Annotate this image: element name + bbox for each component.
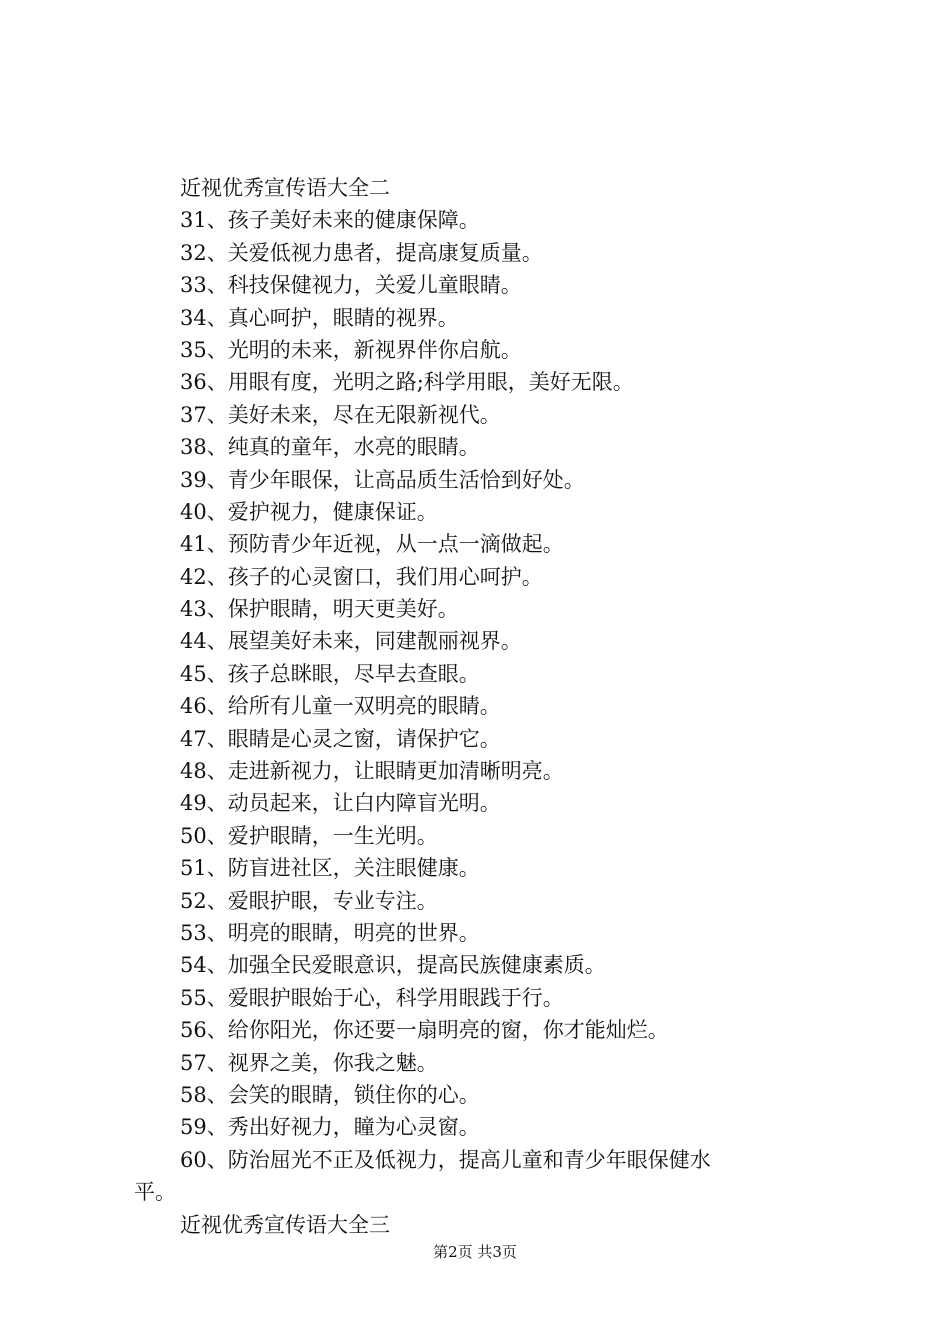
slogan-60-tail: 平。	[134, 1180, 176, 1205]
slogan-item: 56、给你阳光，你还要一扇明亮的窗，你才能灿烂。	[180, 1018, 669, 1043]
slogan-item: 47、眼睛是心灵之窗，请保护它。	[180, 726, 501, 751]
slogan-item: 45、孩子总眯眼，尽早去查眼。	[180, 661, 480, 686]
slogan-item: 33、科技保健视力，关爱儿童眼睛。	[180, 273, 522, 298]
slogan-item: 57、视界之美，你我之魅。	[180, 1050, 438, 1075]
slogan-item: 39、青少年眼保，让高品质生活恰到好处。	[180, 467, 585, 492]
slogan-item: 37、美好未来，尽在无限新视代。	[180, 402, 501, 427]
slogan-60-text: 60、防治屈光不正及低视力，提高儿童和青少年眼保健水	[180, 1147, 711, 1172]
slogan-item-60	[134, 1144, 834, 1209]
slogan-item: 46、给所有儿童一双明亮的眼睛。	[180, 694, 501, 719]
slogan-list	[134, 204, 834, 1143]
slogan-item: 44、展望美好未来，同建靓丽视界。	[180, 629, 522, 654]
section-title: 近视优秀宣传语大全二	[180, 176, 390, 200]
page-footer: 第2页 共3页	[433, 1243, 517, 1261]
slogan-item: 52、爱眼护眼，专业专注。	[180, 888, 438, 913]
slogan-item: 54、加强全民爱眼意识，提高民族健康素质。	[180, 953, 606, 978]
slogan-item: 40、爱护视力，健康保证。	[180, 499, 438, 524]
slogan-item: 36、用眼有度，光明之路;科学用眼，美好无限。	[180, 370, 634, 395]
slogan-item: 41、预防青少年近视，从一点一滴做起。	[180, 532, 564, 557]
slogan-item: 59、秀出好视力，瞳为心灵窗。	[180, 1115, 480, 1140]
slogan-item: 50、爱护眼睛，一生光明。	[180, 823, 438, 848]
document-body	[134, 172, 834, 1241]
section-title: 近视优秀宣传语大全三	[180, 1212, 390, 1237]
slogan-item: 51、防盲进社区，关注眼健康。	[180, 856, 480, 881]
slogan-item: 35、光明的未来，新视界伴你启航。	[180, 337, 522, 362]
slogan-item: 42、孩子的心灵窗口，我们用心呵护。	[180, 564, 543, 589]
slogan-item: 38、纯真的童年，水亮的眼睛。	[180, 435, 480, 460]
slogan-item: 32、关爱低视力患者，提高康复质量。	[180, 240, 543, 265]
slogan-item: 31、孩子美好未来的健康保障。	[180, 208, 480, 233]
slogan-item: 43、保护眼睛，明天更美好。	[180, 597, 459, 622]
slogan-item: 48、走进新视力，让眼睛更加清晰明亮。	[180, 759, 564, 784]
slogan-item: 53、明亮的眼睛，明亮的世界。	[180, 920, 480, 945]
slogan-item: 55、爱眼护眼始于心，科学用眼践于行。	[180, 985, 564, 1010]
slogan-item: 58、会笑的眼睛，锁住你的心。	[180, 1082, 480, 1107]
slogan-item: 49、动员起来，让白内障盲光明。	[180, 791, 501, 816]
slogan-item: 34、真心呵护，眼睛的视界。	[180, 305, 459, 330]
